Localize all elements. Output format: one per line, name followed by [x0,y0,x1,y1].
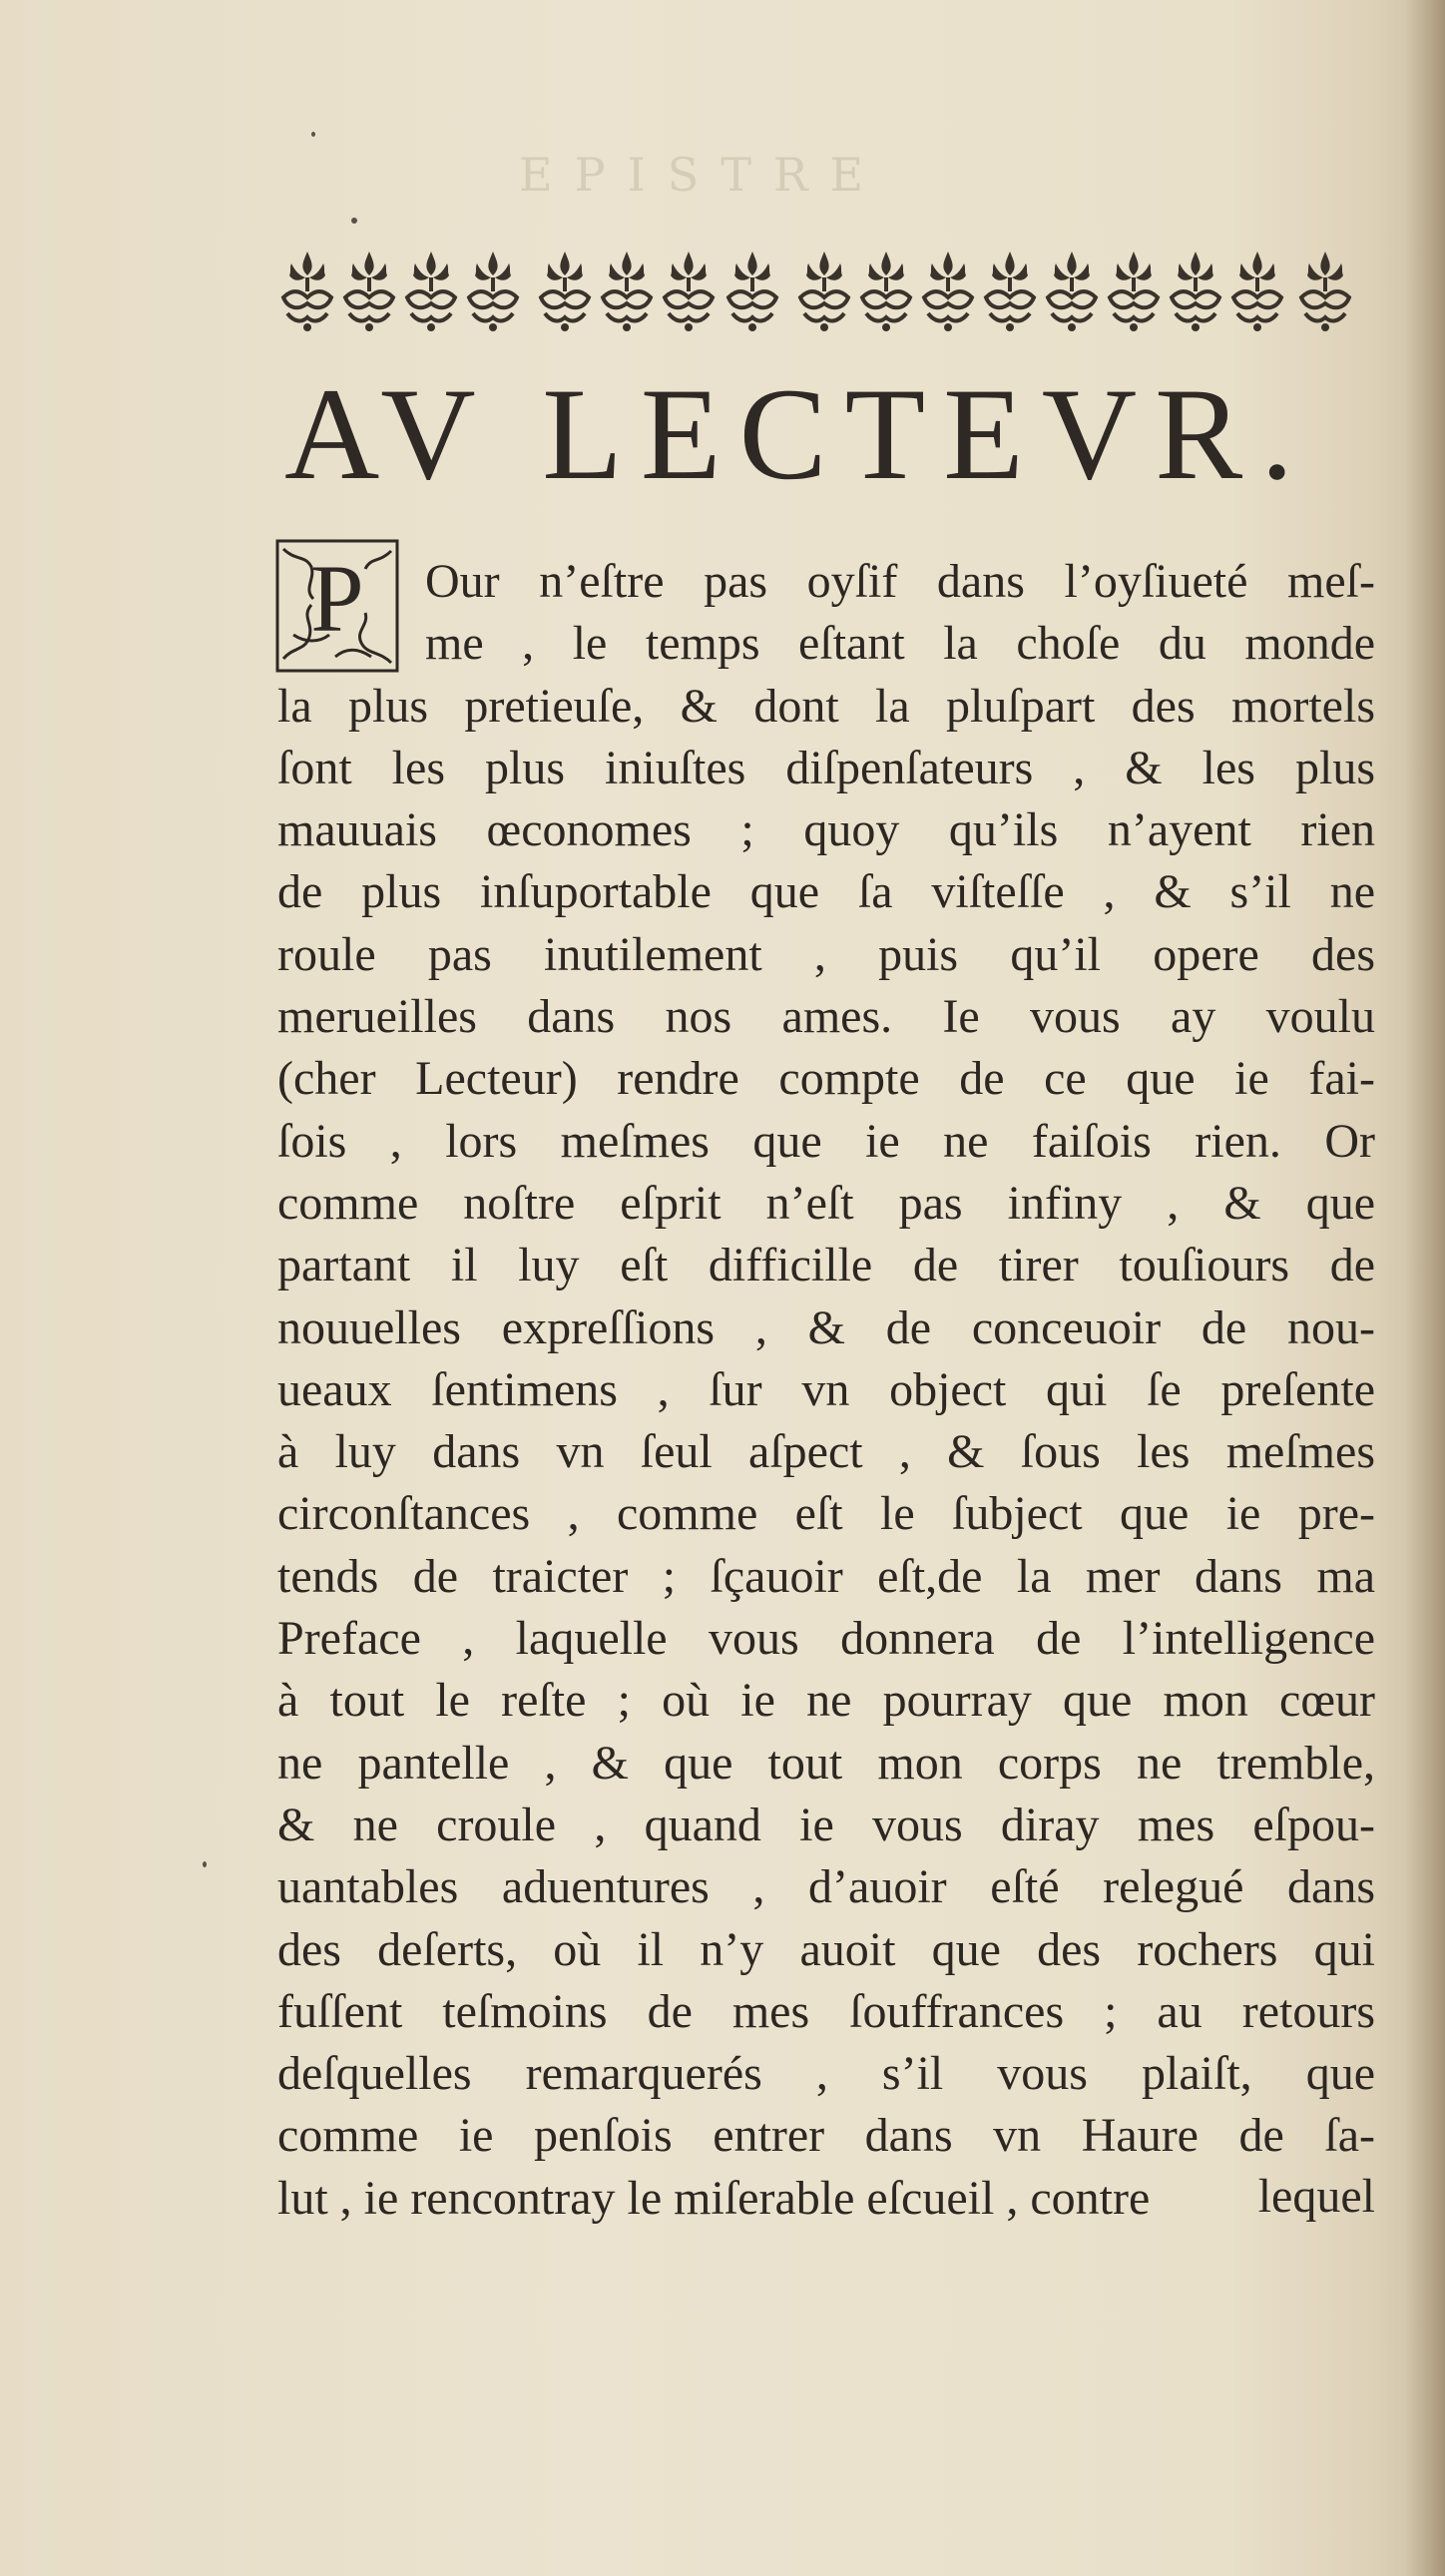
text-line: deſquelles remarquerés , s’il vous plaiſt, que [277,2047,1375,2101]
text-line: Our n’eſtre pas oyſif dans l’oyſiueté meſ- [425,555,1375,608]
page-edge-shadow [1405,0,1445,2576]
text-line: circonſtances , comme eſt le ſubject que ie pre- [277,1487,1375,1541]
bleed-through-running-head: EPISTRE [519,148,886,202]
text-line: fuſſent teſmoins de mes ſouffrances ; au retours [277,1984,1375,2038]
text-line: comme ie penſois entrer dans vn Haure de ſa- [277,2109,1375,2163]
text-line: comme noſtre eſprit n’eſt pas infiny , & que [277,1176,1375,1230]
page-title: AV LECTEVR. [284,360,1312,507]
text-line: roule pas inutilement , puis qu’il opere des [277,927,1375,981]
text-line: à luy dans vn ſeul aſpect , & ſous les meſmes [277,1425,1375,1479]
text-line: tends de traicter ; ſçauoir eſt,de la mer dans ma [277,1549,1375,1603]
text-line: nouuelles expreſſions , & de conceuoir de nou- [277,1300,1375,1354]
text-line: & ne croule , quand ie vous diray mes eſpou- [277,1798,1375,1851]
text-line: me , le temps eſtant la choſe du monde [425,617,1375,671]
text-line: mauuais œconomes ; quoy qu’ils n’ayent rien [277,803,1375,857]
body-paragraph [277,551,1375,2230]
text-line: lut , ie rencontray le miſerable eſcueil , contre [277,2171,1151,2225]
paper-speck [311,132,315,137]
text-line: (cher Lecteur) rendre compte de ce que ie fai- [277,1052,1375,1106]
text-line: ſois , lors meſmes que ie ne faiſois rien. Or [277,1114,1375,1168]
text-line: merueilles dans nos ames. Ie vous ay voulu [277,990,1375,1044]
catchword: lequel [1257,2170,1375,2223]
text-line: uantables aduentures , d’auoir eſté relegué dans [277,1860,1375,1914]
text-line: de plus inſuportable que ſa viſteſſe , & s’il ne [277,865,1375,919]
fleuron-ornament-band [277,242,1365,337]
dropcap-letter: P [310,545,364,652]
text-line: la plus pretieuſe, & dont la pluſpart des mortels [277,679,1375,733]
text-line: ueaux ſentimens , ſur vn object qui ſe preſente [277,1362,1375,1416]
text-line: des deſerts, où il n’y auoit que des rochers qui [277,1922,1375,1976]
paper-speck [203,1861,207,1867]
text-line: ſont les plus iniuſtes diſpenſateurs , & les plus [277,741,1375,794]
text-line: Preface , laquelle vous donnera de l’intelligence [277,1612,1375,1666]
text-line: partant il luy eſt difficille de tirer touſiours de [277,1239,1375,1292]
text-line: à tout le reſte ; où ie ne pourray que mon cœur [277,1674,1375,1728]
paper-speck [351,218,357,224]
text-line: ne pantelle , & que tout mon corps ne tremble, [277,1736,1375,1790]
